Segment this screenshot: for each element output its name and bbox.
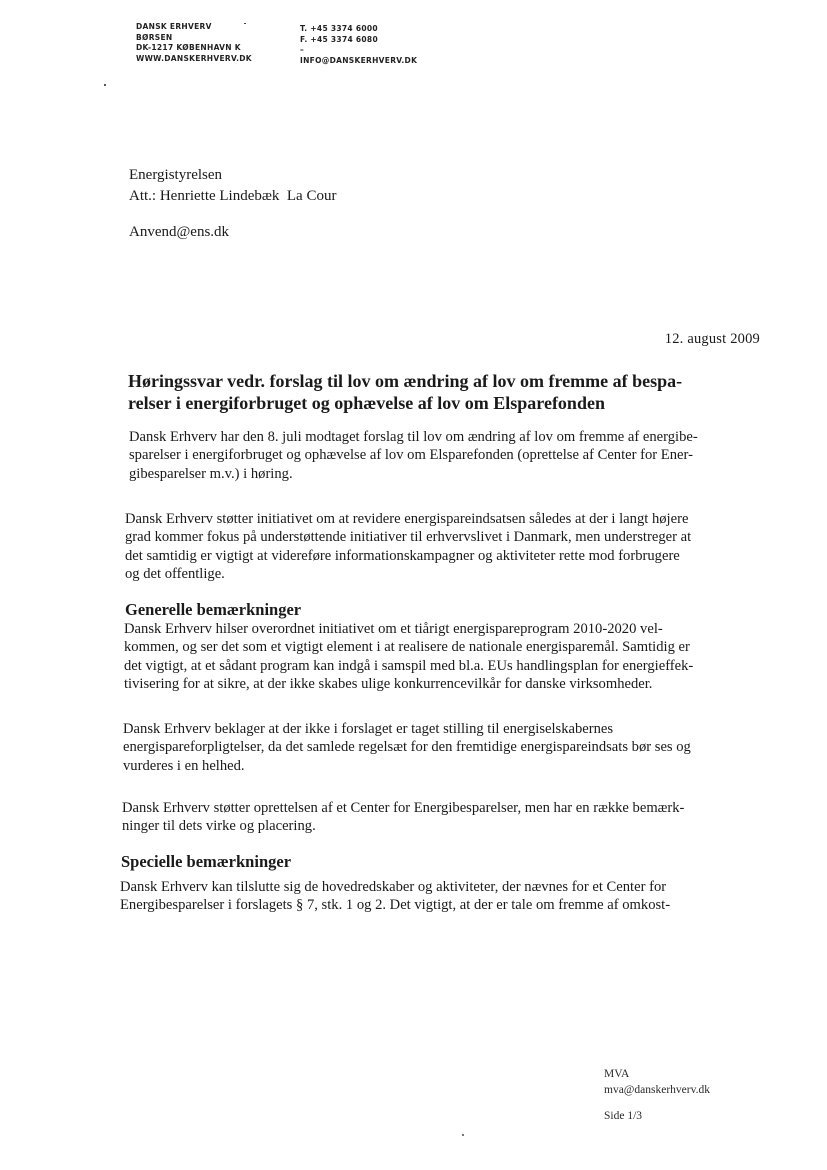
page-number: Side 1/3 [604, 1110, 643, 1122]
text-line: Dansk Erhverv kan tilslutte sig de hovedredskaber og aktiviteter, der nævnes for et Center for [120, 879, 667, 895]
text-line: det samtidig er vigtigt at videreføre informationskampagner og aktiviteter rette mod forbrugere [125, 547, 680, 564]
text-line: tivisering for at sikre, at der ikke skabes ulige konkurrencevilkår for danske virksomheder. [124, 675, 653, 692]
scan-mark [244, 23, 246, 24]
sender-line: BØRSEN [136, 32, 173, 42]
paragraph-intro [129, 428, 769, 483]
text-line: energispareforpligtelser, da det samlede regelsæt for den fremtidige energispareindsats bør ses og [123, 739, 691, 756]
text-line: kommen, og ser det som et vigtigt element i at realisere de nationale energisparemål. Samtidig er [124, 639, 690, 656]
text-line: det vigtigt, at et sådant program kan indgå i samspil med bl.a. EUs handlingsplan for energieffek- [124, 657, 694, 674]
sender-email: INFO@DANSKERHVERV.DK [300, 55, 418, 65]
letter-date: 12. august 2009 [664, 331, 760, 347]
text-line: grad kommer fokus på understøttende initiativer til erhvervslivet i Danmark, men understreger at [125, 529, 692, 546]
text-line: sparelser i energiforbruget og ophævelse af lov om Elsparefonden (oprettelse af Center for Ener- [129, 447, 693, 464]
text-line: Dansk Erhverv støtter oprettelsen af et Center for Energibesparelser, men har en række bemærk- [122, 800, 685, 816]
paragraph-support [125, 510, 765, 583]
text-line: og det offentlige. [125, 565, 225, 582]
text-line: Energibesparelser i forslagets § 7, stk. 1 og 2. Det vigtigt, at der er tale om fremme af omkost- [120, 897, 671, 914]
text-line: Dansk Erhverv beklager at der ikke i forslaget er taget stilling til energiselskabernes [123, 721, 614, 737]
text-line: Dansk Erhverv hilser overordnet initiativet om et tiårigt energispareprogram 2010-2020 vel- [124, 621, 663, 637]
text-line: Dansk Erhverv støtter initiativet om at revidere energispareindsatsen således at der i langt højere [125, 511, 689, 527]
paragraph-general-1 [124, 620, 764, 693]
recipient-name: Energistyrelsen [129, 167, 223, 183]
paragraph-general-2 [123, 720, 763, 775]
recipient-email: Anvend@ens.dk [129, 224, 230, 240]
scan-mark [462, 1134, 464, 1136]
paragraph-special-1 [120, 878, 760, 915]
text-line: Dansk Erhverv har den 8. juli modtaget forslag til lov om ændring af lov om fremme af energibe- [129, 429, 698, 445]
recipient-block [129, 165, 336, 207]
paragraph-general-3 [122, 799, 762, 836]
subject-line: Høringssvar vedr. forslag til lov om ændring af lov om fremme af bespa- [128, 371, 683, 391]
sender-line: WWW.DANSKERHVERV.DK [136, 53, 252, 63]
recipient-attention: Att.: Henriette Lindebæk La Cour [129, 188, 337, 204]
subject-line: relser i energiforbruget og ophævelse af lov om Elsparefonden [128, 393, 605, 413]
page-footer [604, 1066, 710, 1124]
letter-subject [128, 370, 760, 414]
text-line: ninger til dets virke og placering. [122, 818, 316, 835]
scan-mark [104, 84, 106, 86]
text-line: vurderes i en helhed. [123, 757, 245, 774]
heading-general-remarks: Generelle bemærkninger [125, 600, 302, 619]
text-line: gibesparelser m.v.) i høring. [129, 465, 293, 482]
sender-contact [300, 24, 417, 66]
sender-line: DANSK ERHVERV [136, 22, 212, 31]
sender-line: DK-1217 KØBENHAVN K [136, 43, 241, 52]
sender-address [136, 22, 252, 64]
footer-initials: MVA [604, 1068, 630, 1080]
footer-email: mva@danskerhverv.dk [604, 1084, 710, 1096]
sender-dash: – [300, 45, 305, 54]
sender-phone: T. +45 3374 6000 [300, 24, 378, 33]
heading-special-remarks: Specielle bemærkninger [121, 852, 292, 871]
sender-fax: F. +45 3374 6080 [300, 34, 378, 44]
